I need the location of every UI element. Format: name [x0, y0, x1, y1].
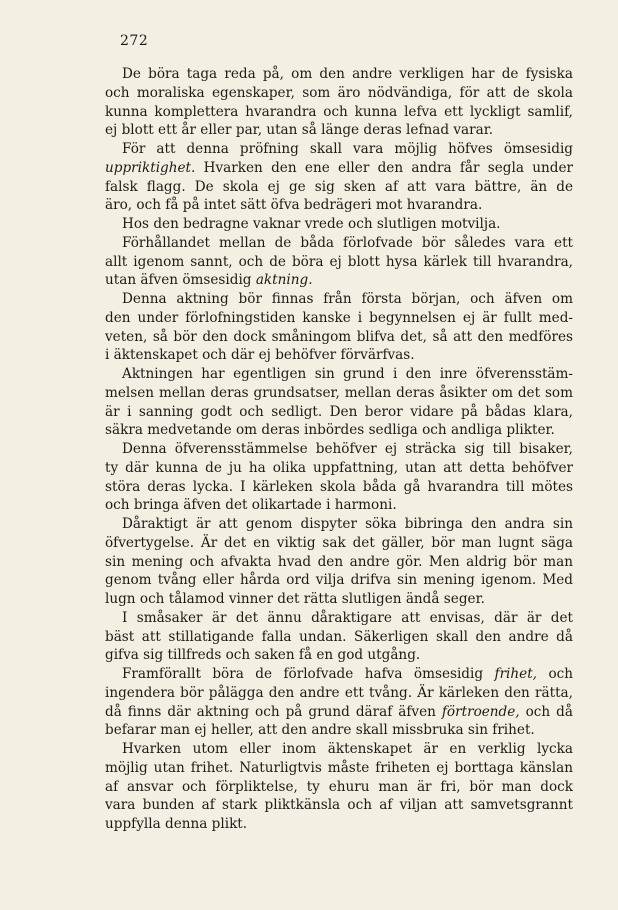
- text-line: Denna öfverensstämmelse behöfver ej sträcka sig till bisaker,: [122, 441, 573, 457]
- text-line: veten, så bör den dock småningom blifva det, så att den medföres: [105, 328, 573, 345]
- text-line: Förhållandet mellan de båda förlofvade bör således vara ett: [122, 234, 573, 251]
- text-line: Hvarken utom eller inom äktenskapet är en verklig lycka: [122, 741, 573, 757]
- text-line: ty där kunna de ju ha olika uppfattning, utan att detta behöfver: [105, 459, 573, 476]
- text-line: [105, 271, 573, 290]
- text-line: [105, 159, 573, 178]
- text-line: Denna aktning bör finnas från första början, och äfven om: [122, 291, 573, 307]
- text-run: utan äfven ömsesidig: [105, 272, 256, 289]
- text-run: Hvarken den ene eller den andra får segla under: [195, 159, 573, 176]
- text-line: falsk flagg. De skola ej ge sig sken af att vara bättre, än de: [105, 178, 573, 195]
- text-line: störa deras lycka. I kärleken skola båda gå hvarandra till mötes: [105, 478, 573, 495]
- text-line: melsen mellan deras grundsatser, mellan deras åsikter om det som: [105, 384, 573, 401]
- text-line: Hos den bedragne vaknar vrede och slutligen motvilja.: [122, 216, 501, 232]
- text-line: vara bunden af stark pliktkänsla och af viljan att samvetsgrannt: [105, 797, 573, 814]
- text-run: och då: [519, 703, 573, 720]
- text-line: bäst att stillatigande falla undan. Säkerligen skall den andre då: [105, 628, 573, 645]
- body-text: [105, 65, 573, 834]
- text-line: Dåraktigt är att genom dispyter söka bibringa den andra sin: [122, 516, 573, 532]
- text-line: I småsaker är det ännu dåraktigare att envisas, där är det: [122, 609, 573, 626]
- text-line: den under förlofningstiden kanske i begynnelsen ej är fullt med-: [105, 309, 573, 326]
- text-line: [105, 665, 573, 684]
- text-line: och bringa äfven det olikartade i harmoni.: [105, 497, 397, 514]
- text-line: uppfylla denna plikt.: [105, 816, 248, 832]
- text-run: Framförallt böra de förlofvade hafva ömsesidig: [122, 666, 495, 682]
- text-line: äro, och få på intet sätt öfva bedrägeri mot hvarandra.: [105, 197, 483, 214]
- text-line: i äktenskapet och där ej behöfver förvärfvas.: [105, 347, 415, 364]
- text-run: och: [537, 666, 573, 682]
- emphasized-word: frihet,: [494, 666, 537, 682]
- text-line: ingendera bör pålägga den andre ett tvång. Är kärleken den rätta,: [105, 684, 573, 701]
- text-line: allt igenom sannt, och de böra ej blott hysa kärlek till hvarandra,: [105, 253, 573, 270]
- text-line: är i sanning godt och sedligt. Den beror vidare på bådas klara,: [105, 403, 573, 420]
- text-line: säkra medvetande om deras inbördes sedliga och andliga plikter.: [105, 422, 555, 439]
- text-line: lugn och tålamod vinner det rätta slutligen ändå seger.: [105, 591, 485, 607]
- text-line: Aktningen har egentligen sin grund i den inre öfverensstäm-: [122, 366, 573, 382]
- text-line: af ansvar och förpliktelse, ty ehuru man är fri, bör man dock: [105, 778, 573, 795]
- text-line: öfvertygelse. Är det en viktig sak det gäller, bör man lugnt säga: [105, 534, 573, 551]
- page-number: 272: [120, 33, 149, 49]
- text-line: sin mening och afvakta hvad den andre gör. Men aldrig bör man: [105, 553, 573, 570]
- text-line: befarar man ej heller, att den andre skall missbruka sin frihet.: [105, 722, 535, 739]
- text-line: och moraliska egenskaper, som äro nödvändiga, för att de skola: [105, 84, 573, 101]
- text-line: De böra taga reda på, om den andre verkligen har de fysiska: [122, 66, 573, 82]
- text-line: [105, 703, 573, 722]
- text-line: genom tvång eller hårda ord vilja drifva sin mening igenom. Med: [105, 572, 573, 589]
- emphasized-word: förtroende,: [441, 703, 520, 720]
- text-line: möjlig utan frihet. Naturligtvis måste friheten ej borttaga känslan: [105, 759, 573, 776]
- text-line: För att denna pröfning skall vara möjlig höfves ömsesidig: [122, 141, 573, 157]
- text-line: gifva sig tillfreds och saken få en god utgång.: [105, 647, 421, 664]
- emphasized-word: uppriktighet.: [105, 159, 196, 176]
- emphasized-word: aktning.: [255, 272, 313, 289]
- text-run: då finns där aktning och på grund däraf äfven: [105, 703, 442, 720]
- text-line: kunna komplettera hvarandra och kunna lefva ett lyckligt samlif,: [105, 103, 573, 120]
- text-line: ej blott ett år eller par, utan så länge deras lefnad varar.: [105, 122, 494, 139]
